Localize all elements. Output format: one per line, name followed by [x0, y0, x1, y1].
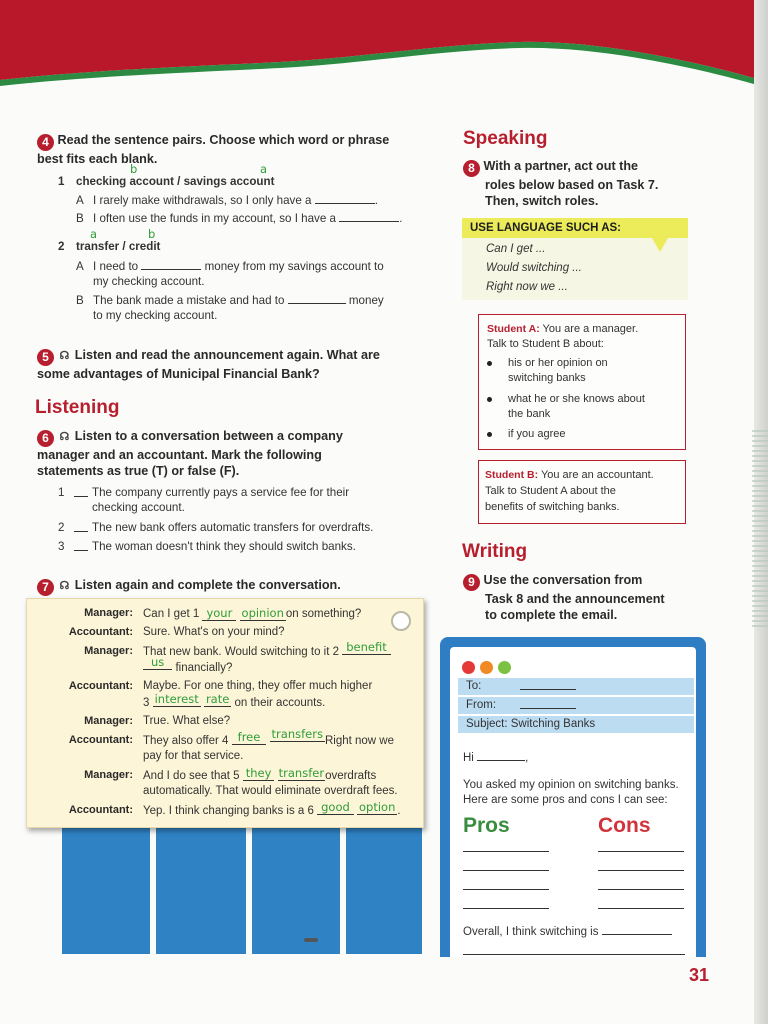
option-letter: B [76, 212, 84, 225]
cons-line[interactable] [598, 870, 684, 871]
tf-blank[interactable] [74, 531, 88, 532]
email-from-field[interactable]: From: [458, 697, 694, 714]
conversation-line: Maybe. For one thing, they offer much higher [143, 680, 373, 692]
sentence-2a: I need to money from my savings account to [93, 260, 384, 273]
cons-line[interactable] [598, 908, 684, 909]
sentence-1b: I often use the funds in my account, so I have a . [93, 212, 403, 225]
sentence-1a: I rarely make withdrawals, so I only have a . [93, 194, 378, 207]
student-b-label: Student B: [485, 469, 539, 481]
option-letter: A [76, 194, 84, 207]
speaker-label: Manager: [84, 715, 133, 727]
speaker-label: Accountant: [68, 680, 133, 692]
answer-blank[interactable]: transfer [278, 766, 325, 780]
conversation-line: True. What else? [143, 715, 231, 727]
answer-blank[interactable]: option [359, 800, 396, 814]
useful-language-box [462, 218, 688, 300]
answer-blank[interactable] [288, 293, 346, 304]
statement-1: The company currently pays a service fee for their [92, 486, 350, 499]
bullet-icon [487, 361, 492, 366]
conversation-line: pay for that service. [143, 750, 244, 762]
item-number: 2 [58, 240, 65, 253]
role-text: benefits of switching banks. [485, 501, 620, 513]
handwritten-mark: a [90, 227, 98, 241]
window-maximize-icon [498, 661, 511, 674]
role-bullet: his or her opinion on [508, 357, 608, 369]
headphones-icon: ☊ [59, 580, 70, 592]
exercise-number-7: 7 [37, 579, 54, 596]
email-to-field[interactable]: To: [458, 678, 694, 695]
bullet-icon [487, 432, 492, 437]
pros-line[interactable] [463, 908, 549, 909]
conversation-line: And I do see that 5 they transferoverdrafts [143, 766, 377, 782]
exercise-8-instruction: 8 With a partner, act out the roles below based on Task 7. Then, switch roles. [463, 158, 703, 209]
closing-blank[interactable] [602, 924, 672, 935]
speaker-label: Accountant: [68, 804, 133, 816]
role-bullet: what he or she knows about [508, 393, 645, 405]
conversation-line: automatically. That would eliminate overdraft fees. [143, 785, 398, 797]
answer-blank[interactable]: interest [154, 692, 199, 706]
email-subject-field[interactable]: Subject: Switching Banks [458, 716, 694, 733]
answer-blank[interactable]: rate [205, 692, 230, 706]
speaker-label: Manager: [84, 769, 133, 781]
answer-blank[interactable] [315, 193, 375, 204]
handwritten-mark: b [148, 227, 156, 241]
student-a-role-box: Student A: You are a manager. Talk to Student B about: his or her opinion on switching banks what he or she knows about the bank if you agree [478, 314, 686, 450]
sentence-2a-cont: my checking account. [93, 275, 205, 288]
handwritten-mark: b [130, 162, 138, 176]
language-phrase: Can I get ... [486, 243, 546, 255]
answer-blank[interactable]: benefit [342, 640, 391, 655]
conversation-line: 3 interest rate on their accounts. [143, 692, 326, 709]
ring-hole-icon [391, 611, 411, 631]
conversation-card [26, 598, 424, 828]
page-number: 31 [689, 965, 710, 985]
useful-language-heading: USE LANGUAGE SUCH AS: [462, 218, 688, 238]
writing-heading: Writing [462, 541, 528, 562]
statement-1-cont: checking account. [92, 501, 185, 514]
cons-line[interactable] [598, 889, 684, 890]
tf-blank[interactable] [74, 550, 88, 551]
statement-2: The new bank offers automatic transfers for overdrafts. [92, 521, 374, 534]
statement-number: 1 [58, 486, 65, 499]
answer-blank[interactable]: your [202, 606, 236, 621]
exercise-number-4: 4 [37, 134, 54, 151]
item-title: transfer / credit [76, 240, 161, 253]
headphones-icon: ☊ [59, 350, 70, 362]
speaker-label: Accountant: [68, 734, 133, 746]
edge-stripes [752, 430, 768, 630]
item-number: 1 [58, 175, 65, 188]
blue-block [62, 828, 150, 954]
email-greeting: Hi , [463, 752, 529, 764]
role-text: Talk to Student A about the [485, 485, 616, 497]
greeting-blank[interactable] [477, 750, 525, 761]
sentence-2b: The bank made a mistake and had to money [93, 294, 384, 307]
conversation-line: us financially? [143, 660, 232, 676]
exercise-number-9: 9 [463, 574, 480, 591]
conversation-line: Can I get 1 your opinion on something? [143, 606, 362, 620]
speaker-label: Manager: [84, 607, 133, 619]
role-bullet: if you agree [508, 428, 566, 440]
handwritten-mark: a [260, 162, 268, 176]
item-title: checking account / savings account [76, 175, 275, 188]
pros-line[interactable] [463, 851, 549, 852]
exercise-5-instruction: 5 ☊ Listen and read the announcement again. What are some advantages of Municipal Financial Bank? [37, 348, 380, 381]
pros-line[interactable] [463, 889, 549, 890]
exercise-number-6: 6 [37, 430, 54, 447]
cons-line[interactable] [598, 851, 684, 852]
language-phrase: Right now we ... [486, 281, 568, 293]
option-letter: A [76, 260, 84, 273]
to-blank[interactable] [520, 689, 576, 690]
closing-line[interactable] [463, 954, 685, 955]
student-a-label: Student A: [487, 323, 540, 335]
headphones-icon: ☊ [59, 431, 70, 443]
bullet-icon [487, 397, 492, 402]
speaker-label: Manager: [84, 645, 133, 657]
exercise-9-instruction: 9 Use the conversation from Task 8 and the announcement to complete the email. [463, 572, 703, 623]
answer-blank[interactable]: they [243, 766, 275, 781]
tf-blank[interactable] [74, 496, 88, 497]
email-body [450, 647, 696, 957]
exercise-number-5: 5 [37, 349, 54, 366]
answer-blank[interactable]: free [232, 730, 267, 745]
answer-blank[interactable] [141, 259, 201, 270]
pros-heading: Pros [463, 814, 510, 837]
blue-block [252, 828, 340, 954]
window-close-icon [462, 661, 475, 674]
answer-blank[interactable]: us [143, 655, 172, 670]
option-letter: B [76, 294, 84, 307]
window-minimize-icon [480, 661, 493, 674]
exercise-4-instruction: 4 Read the sentence pairs. Choose which word or phrase best fits each blank. [37, 133, 390, 166]
answer-blank[interactable]: transfers [271, 727, 323, 741]
listening-heading: Listening [35, 397, 120, 418]
exercise-6-instruction: 6 ☊ Listen to a conversation between a company manager and an accountant. Mark the following statements as true (T) or false (F). [37, 429, 343, 478]
speaking-heading: Speaking [463, 128, 548, 149]
email-body-line: You asked my opinion on switching banks. [463, 779, 679, 791]
conversation-line: That new bank. Would switching to it 2 benefit [143, 644, 391, 660]
answer-blank[interactable]: good [317, 800, 354, 815]
statement-number: 3 [58, 540, 65, 553]
conversation-line: Sure. What's on your mind? [143, 626, 285, 638]
exercise-number-8: 8 [463, 160, 480, 177]
conversation-line: Yep. I think changing banks is a 6 good option . [143, 800, 401, 817]
scan-smudge [304, 938, 318, 942]
email-window [440, 637, 706, 957]
email-closing: Overall, I think switching is [463, 924, 672, 940]
speaker-label: Accountant: [68, 626, 133, 638]
blue-block [156, 828, 246, 954]
sentence-2b-cont: to my checking account. [93, 309, 218, 322]
language-phrase: Would switching ... [486, 262, 582, 274]
header-banner [0, 0, 768, 92]
student-b-role-box: Student B: You are an accountant. Talk to Student A about the benefits of switching banks. [478, 460, 686, 524]
answer-blank[interactable] [339, 211, 399, 222]
role-bullet-cont: the bank [508, 408, 551, 420]
pros-line[interactable] [463, 870, 549, 871]
speech-pointer-icon [652, 238, 668, 252]
from-blank[interactable] [520, 708, 576, 709]
role-bullet-cont: switching banks [508, 372, 586, 384]
role-text: Talk to Student B about: [487, 338, 604, 350]
conversation-line: They also offer 4 free transfers Right now we [143, 727, 395, 747]
statement-3: The woman doesn't think they should switch banks. [92, 540, 356, 553]
answer-blank[interactable]: opinion [241, 606, 284, 620]
statement-number: 2 [58, 521, 65, 534]
exercise-7-instruction: 7 ☊ Listen again and complete the conversation. [37, 577, 427, 596]
cons-heading: Cons [598, 814, 651, 837]
blue-block [346, 828, 422, 954]
email-body-line: Here are some pros and cons I can see: [463, 794, 668, 806]
